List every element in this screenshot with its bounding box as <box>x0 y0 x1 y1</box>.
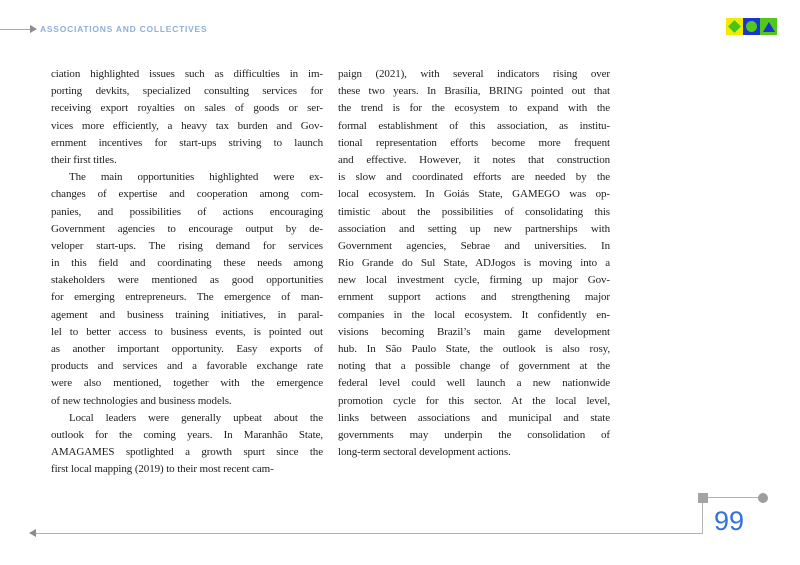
text-line: federal level could well launch a new nationwide <box>338 377 610 390</box>
text-line: visions becoming Brazil’s main game development <box>338 325 610 338</box>
text-line: ernment support actions and strengthening major <box>338 291 610 304</box>
text-line: agement and business training initiatives, in paral- <box>51 308 323 321</box>
text-line: the trend is for the ecosystem to expand with the <box>338 102 610 115</box>
text-line: veloper start-ups. The rising demand for services <box>51 239 323 252</box>
paragraph <box>51 66 323 169</box>
text-line: new local investment cycle, firming up major Gov- <box>338 274 610 287</box>
text-line: association and setting up new partnerships with <box>338 222 610 235</box>
text-line: stakeholders were mentioned as good opportunities <box>51 274 323 287</box>
text-line: tional representation efforts become more frequent <box>338 136 610 149</box>
paragraph <box>338 66 610 461</box>
text-line: hub. In São Paulo State, the outlook is also rosy, <box>338 343 610 355</box>
footer-connector-line <box>702 503 703 533</box>
text-line: receiving export royalties on sales of goods or ser- <box>51 102 323 115</box>
circle-icon <box>743 18 760 35</box>
text-line: long-term sectoral development actions. <box>338 446 511 459</box>
text-line: ciation highlighted issues such as difficulties in im- <box>51 68 323 80</box>
text-line: for emerging entrepreneurs. The emergence of man- <box>51 291 323 304</box>
text-line: promotion cycle for this sector. At the local level, <box>338 394 610 407</box>
text-line: porting devkits, specialized consulting services for <box>51 85 323 98</box>
diamond-icon <box>726 18 743 35</box>
text-line: these two years. In Brasília, BRING pointed out that <box>338 85 610 98</box>
text-line: as another important opportunity. Easy exports of <box>51 343 323 355</box>
text-line: of new technologies and business models. <box>51 394 232 407</box>
text-line: Rio Grande do Sul State, ADJogos is moving into a <box>338 257 610 270</box>
text-line: lel to better access to business events, is pointed out <box>51 325 323 338</box>
paragraph <box>51 169 323 410</box>
text-line: noting that a possible change of government at the <box>338 360 610 373</box>
footer-rule-line <box>36 533 703 534</box>
text-line: local ecosystem. In Goiás State, GAMEGO was op- <box>338 188 610 201</box>
text-line: links between associations and municipal and state <box>338 411 610 424</box>
right-arrow-icon <box>30 25 37 33</box>
text-line: Government agencies to encourage output by de- <box>51 222 323 235</box>
text-line: timistic about the possibilities of consolidating this <box>338 205 610 218</box>
text-line: governments may underpin the consolidation of <box>338 428 610 441</box>
text-column-left <box>51 66 323 479</box>
text-line: Government agencies, Sebrae and universities. In <box>338 239 610 252</box>
text-line: Local leaders were generally upbeat about the <box>69 411 323 424</box>
text-line: paign (2021), with several indicators rising over <box>338 68 610 80</box>
text-line: panies, and possibilities of actions encouraging <box>51 205 323 218</box>
footer-square-marker <box>698 493 708 503</box>
text-line: AMAGAMES spotlighted a growth spurt since the <box>51 446 323 459</box>
footer-circle-marker <box>758 493 768 503</box>
text-line: and effective. However, it notes that construction <box>338 153 610 166</box>
text-line: in this field and coordinating these needs among <box>51 257 323 270</box>
page-number: 99 <box>714 506 745 536</box>
paragraph <box>51 410 323 479</box>
left-arrow-icon <box>29 529 36 537</box>
text-line: outlook for the coming years. In Maranhão State, <box>51 428 323 441</box>
text-line: companies in the local ecosystem. It confidently en- <box>338 308 610 321</box>
text-line: first local mapping (2019) to their most recent cam- <box>51 463 274 476</box>
corner-logo <box>726 18 777 35</box>
section-header-label: ASSOCIATIONS AND COLLECTIVES <box>40 24 208 34</box>
text-line: ernment incentives for start-ups striving to launch <box>51 136 323 149</box>
text-line: changes of expertise and cooperation among com- <box>51 188 323 201</box>
text-line: products and services and a favorable exchange rate <box>51 360 323 373</box>
text-line: The main opportunities highlighted were ex- <box>69 171 323 184</box>
text-column-right <box>338 66 610 461</box>
text-line: were also mentioned, together with the emergence <box>51 377 323 390</box>
text-line: their first titles. <box>51 153 117 166</box>
text-line: vices more efficiently, a heavy tax burden and Gov- <box>51 119 323 132</box>
text-line: formal establishment of this association, as institu- <box>338 119 610 132</box>
text-line: is slow and coordinated efforts are needed by the <box>338 171 610 184</box>
header-arrow-line <box>0 29 30 30</box>
triangle-icon <box>760 18 777 35</box>
footer-marker-line <box>708 497 760 498</box>
